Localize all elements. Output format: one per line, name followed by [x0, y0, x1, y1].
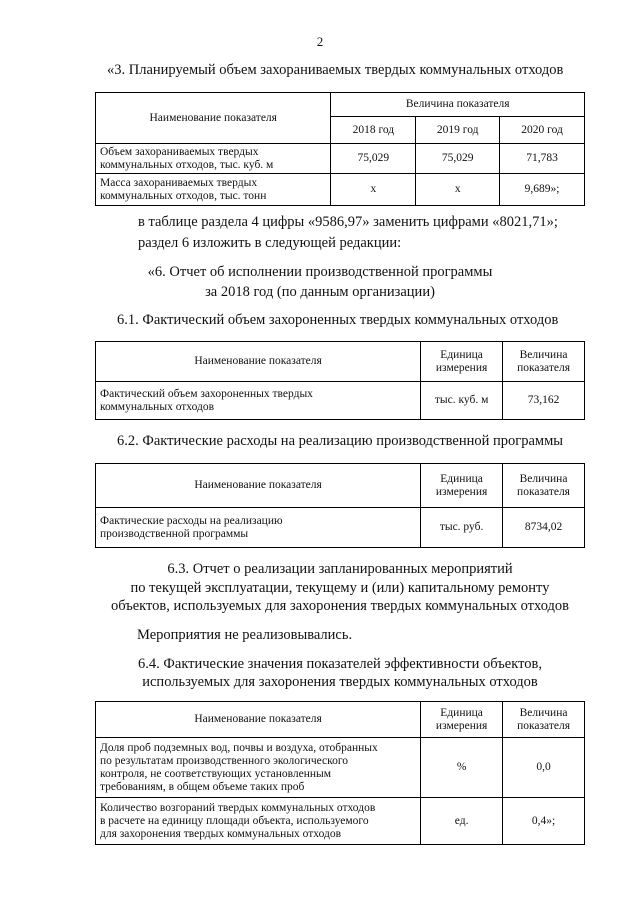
col-header-year: 2018 год: [331, 117, 416, 144]
row-unit: тыс. куб. м: [421, 382, 503, 420]
s62-table: [95, 463, 585, 548]
col-header-name: Наименование показателя: [96, 702, 421, 738]
row-name: Масса захораниваемых твердых коммунальных отходов, тыс. тонн: [96, 174, 331, 206]
table-row: [96, 144, 585, 174]
row-unit: тыс. руб.: [421, 508, 503, 548]
planned-volume-table: [95, 92, 585, 206]
section6-title-line1: «6. Отчет об исполнении производственной программы: [147, 264, 493, 280]
row-unit: ед.: [421, 798, 503, 845]
row-value: 8734,02: [503, 508, 585, 548]
row-name: Количество возгораний твердых коммунальных отходов в расчете на единицу площади объекта, используемого для захоронения твердых коммунальных отходов: [96, 798, 421, 845]
paragraph-section-change: раздел 6 изложить в следующей редакции:: [138, 235, 402, 251]
row-name: Объем захораниваемых твердых коммунальных отходов, тыс. куб. м: [96, 144, 331, 174]
s64-heading-line2: используемых для захоронения твердых коммунальных отходов: [142, 674, 538, 690]
s63-heading-line2: по текущей эксплуатации, текущему и (или) капитальному ремонту: [130, 580, 550, 596]
col-header-value: Величина показателя: [331, 93, 585, 117]
row-name: Доля проб подземных вод, почвы и воздуха, отобранных по результатам производственного экологического контроля, не соответствующих установленным требованиям, в общем объеме таких проб: [96, 738, 421, 798]
row-unit: %: [421, 738, 503, 798]
row-value: 71,783: [500, 144, 585, 174]
row-value: 75,029: [416, 144, 500, 174]
table-row: [96, 382, 585, 420]
section3-heading: «3. Планируемый объем захораниваемых твердых коммунальных отходов: [107, 62, 564, 78]
s63-heading-line1: 6.3. Отчет о реализации запланированных мероприятий: [167, 561, 513, 577]
s61-heading: 6.1. Фактический объем захороненных твердых коммунальных отходов: [117, 312, 559, 328]
col-header-name: Наименование показателя: [96, 93, 331, 144]
s64-heading-line1: 6.4. Фактические значения показателей эффективности объектов,: [138, 656, 542, 672]
row-value: 0,0: [503, 738, 585, 798]
row-name: Фактические расходы на реализацию производственной программы: [96, 508, 421, 548]
s62-heading: 6.2. Фактические расходы на реализацию производственной программы: [117, 433, 564, 449]
row-value: 75,029: [331, 144, 416, 174]
col-header-value: Величина показателя: [503, 342, 585, 382]
row-name: Фактический объем захороненных твердых коммунальных отходов: [96, 382, 421, 420]
s63-heading-line3: объектов, используемых для захоронения твердых коммунальных отходов: [110, 598, 570, 614]
page-number: 2: [316, 34, 324, 49]
s63-text: Мероприятия не реализовывались.: [137, 627, 353, 643]
table-row: [96, 174, 585, 206]
col-header-unit: Единица измерения: [421, 702, 503, 738]
col-header-unit: Единица измерения: [421, 342, 503, 382]
col-header-name: Наименование показателя: [96, 464, 421, 508]
row-value: х: [331, 174, 416, 206]
col-header-name: Наименование показателя: [96, 342, 421, 382]
row-value: 0,4»;: [503, 798, 585, 845]
col-header-value: Величина показателя: [503, 702, 585, 738]
table-row: [96, 738, 585, 798]
s64-table: [95, 701, 585, 845]
paragraph-table-change: в таблице раздела 4 цифры «9586,97» заменить цифрами «8021,71»;: [138, 214, 558, 230]
table-row: [96, 798, 585, 845]
col-header-unit: Единица измерения: [421, 464, 503, 508]
col-header-value: Величина показателя: [503, 464, 585, 508]
row-value: 73,162: [503, 382, 585, 420]
col-header-year: 2019 год: [416, 117, 500, 144]
row-value: 9,689»;: [500, 174, 585, 206]
table-row: [96, 508, 585, 548]
col-header-year: 2020 год: [500, 117, 585, 144]
s61-table: [95, 341, 585, 420]
row-value: х: [416, 174, 500, 206]
section6-title-line2: за 2018 год (по данным организации): [205, 284, 435, 300]
